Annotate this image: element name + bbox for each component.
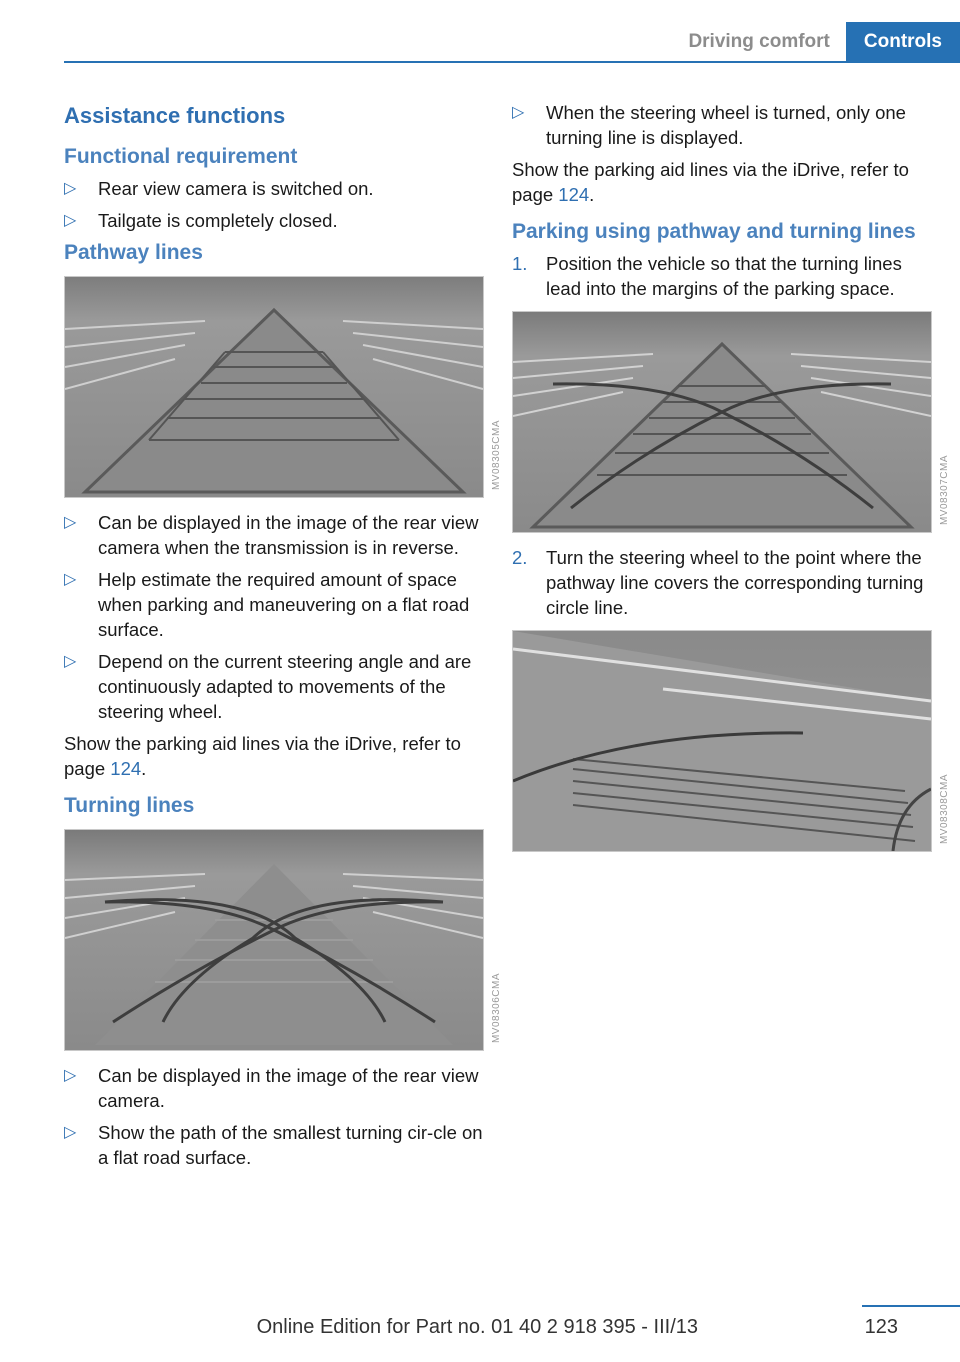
- step2-figure: [512, 630, 950, 850]
- triangle-bullet-icon: ▷: [64, 1124, 77, 1141]
- turning-lines-heading: Turning lines: [64, 794, 195, 817]
- page-number: 123: [864, 1316, 898, 1338]
- pathway-lines-figure: [64, 276, 502, 496]
- turning-lines-list: [64, 1063, 484, 1170]
- pathway-lines-list: [64, 510, 484, 724]
- parking-using-lines-heading: Parking using pathway and turning lines: [512, 220, 916, 243]
- step-number: 1.: [512, 253, 528, 274]
- list-item: ▷ Depend on the current steering angle and are continuously adapted to movements of the steering wheel.: [64, 651, 472, 722]
- header-section-label: Driving comfort: [688, 31, 830, 52]
- parking-steps: [512, 251, 932, 301]
- turning-lines-list-continued: [512, 100, 932, 150]
- figure-code: MV08305CMA: [491, 419, 502, 490]
- step-item: 2. Turn the steering wheel to the point where the pathway line covers the corresponding turning circle line.: [512, 547, 924, 618]
- parking-steps-continued: [512, 545, 932, 620]
- step1-illustration: [512, 311, 932, 533]
- step-number: 2.: [512, 547, 528, 568]
- figure-code: MV08308CMA: [939, 773, 950, 844]
- figure-code: MV08306CMA: [491, 972, 502, 1043]
- triangle-bullet-icon: ▷: [64, 1067, 77, 1084]
- list-item: ▷ Show the path of the smallest turning cir‐cle on a flat road surface.: [64, 1122, 483, 1168]
- turning-lines-illustration: [64, 829, 484, 1051]
- functional-requirement-list: [64, 176, 484, 233]
- triangle-bullet-icon: ▷: [64, 653, 77, 670]
- functional-requirement-heading: Functional requirement: [64, 145, 298, 168]
- triangle-bullet-icon: ▷: [64, 212, 77, 229]
- header-rule: [64, 61, 960, 63]
- footer-rule: [862, 1305, 960, 1307]
- step2-illustration: [512, 630, 932, 852]
- edition-label: Online Edition for Part no. 01 40 2 918 395 - III/13: [256, 1316, 698, 1338]
- turning-lines-figure: [64, 829, 502, 1049]
- left-column: [64, 100, 502, 1177]
- page-link[interactable]: 124: [558, 184, 590, 205]
- triangle-bullet-icon: ▷: [64, 514, 77, 531]
- pathway-lines-illustration: [64, 276, 484, 498]
- header-chapter-label: Controls: [846, 22, 960, 62]
- page-title: Assistance functions: [64, 103, 286, 128]
- list-item: ▷ Can be displayed in the image of the rear view camera.: [64, 1065, 479, 1111]
- list-item: ▷ When the steering wheel is turned, only one turning line is displayed.: [512, 102, 906, 148]
- page-link[interactable]: 124: [110, 758, 142, 779]
- triangle-bullet-icon: ▷: [512, 104, 525, 121]
- list-item: ▷ Help estimate the required amount of space when parking and maneuvering on a flat road surface.: [64, 569, 470, 640]
- triangle-bullet-icon: ▷: [64, 571, 77, 588]
- step1-figure: [512, 311, 950, 531]
- triangle-bullet-icon: ▷: [64, 180, 77, 197]
- right-column: [512, 100, 950, 864]
- list-item: ▷ Can be displayed in the image of the rear view camera when the transmission is in reverse.: [64, 512, 479, 558]
- parking-aid-reference: Show the parking aid lines via the iDrive, refer to page 124.: [512, 159, 909, 205]
- list-item: ▷ Rear view camera is switched on.: [64, 178, 374, 199]
- parking-aid-reference: Show the parking aid lines via the iDrive, refer to page 124.: [64, 733, 461, 779]
- pathway-lines-heading: Pathway lines: [64, 241, 203, 264]
- page-header: [672, 22, 960, 62]
- list-item: ▷ Tailgate is completely closed.: [64, 210, 338, 231]
- step-item: 1. Position the vehicle so that the turning lines lead into the margins of the parking space.: [512, 253, 902, 299]
- figure-code: MV08307CMA: [939, 454, 950, 525]
